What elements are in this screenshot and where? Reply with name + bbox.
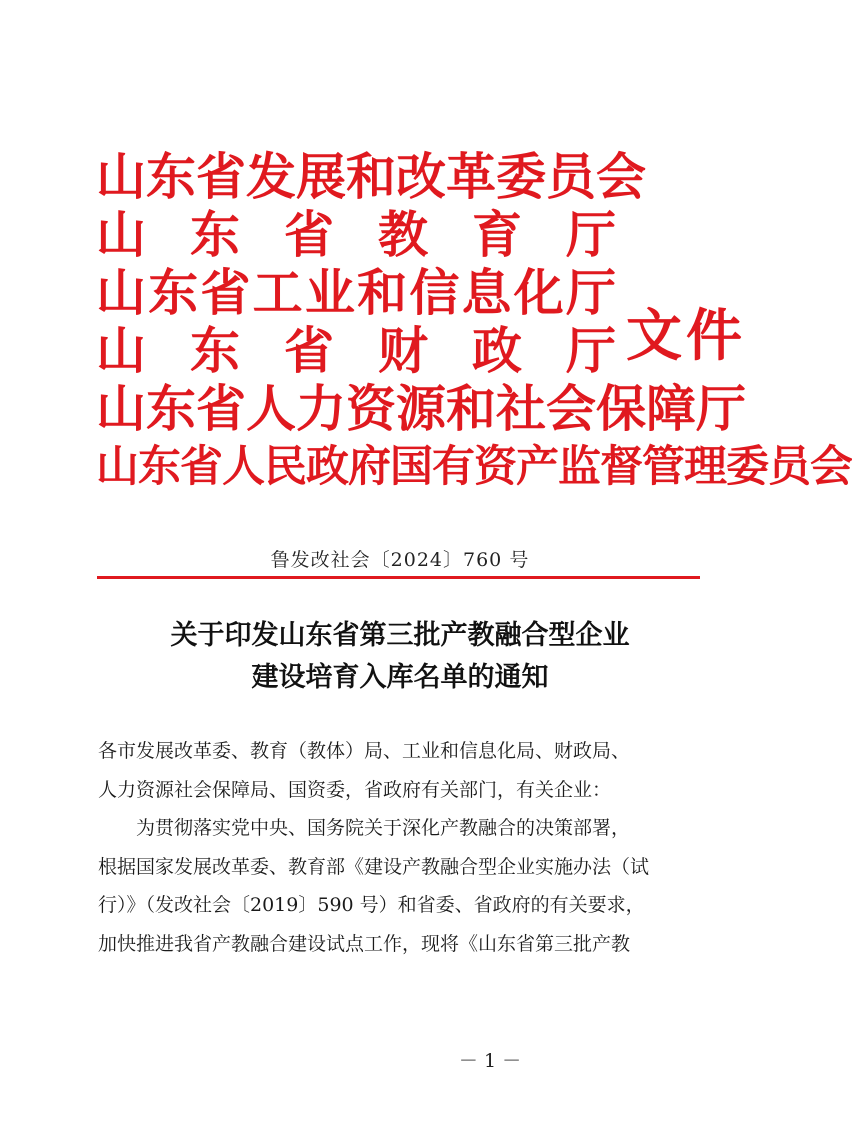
paragraph-line-3: 行）》（发改社会〔2019〕590 号）和省委、省政府的有关要求， <box>98 894 645 916</box>
paragraph-line-4: 加快推进我省产教融合建设试点工作，现将《山东省第三批产教 <box>98 932 631 955</box>
issuer-char: 民 <box>264 442 306 492</box>
body-paragraph <box>98 809 708 963</box>
issuer-char: 东 <box>190 206 240 264</box>
issuer-char: 东 <box>138 442 180 492</box>
document-number: 鲁发改社会〔2024〕760 号 <box>270 549 530 571</box>
issuer-char: 源 <box>396 380 446 438</box>
issuer-char: 财 <box>378 322 428 380</box>
issuer-char: 委 <box>726 442 768 492</box>
issuer-char: 山 <box>96 148 146 206</box>
issuer-char: 督 <box>600 442 642 492</box>
issuer-char: 山 <box>96 206 146 264</box>
issuer-char: 省 <box>200 264 251 322</box>
issuer-char: 东 <box>190 322 240 380</box>
issuer-char: 员 <box>768 442 810 492</box>
issuer-char: 省 <box>284 322 334 380</box>
issuer-char: 会 <box>546 380 596 438</box>
issuer-char: 人 <box>246 380 296 438</box>
issuer-finance <box>96 322 616 380</box>
title-line-1: 关于印发山东省第三批产教融合型企业 <box>170 620 630 651</box>
issuer-char: 山 <box>96 322 146 380</box>
issuer-char: 展 <box>296 148 346 206</box>
issuer-char: 工 <box>252 264 303 322</box>
issuer-char: 教 <box>378 206 428 264</box>
issuer-char: 人 <box>222 442 264 492</box>
issuer-char: 府 <box>348 442 390 492</box>
issuer-char: 管 <box>642 442 684 492</box>
issuer-char: 员 <box>546 148 596 206</box>
issuer-sasac <box>96 438 852 496</box>
issuer-char: 理 <box>684 442 726 492</box>
issuer-char: 省 <box>284 206 334 264</box>
issuer-char: 化 <box>513 264 564 322</box>
issuer-char: 障 <box>646 380 696 438</box>
issuer-char: 保 <box>596 380 646 438</box>
page-number: － 1 － <box>458 1050 522 1072</box>
document-label: 文件 <box>626 304 746 369</box>
issuer-char: 厅 <box>696 380 746 438</box>
issuer-industry-it <box>96 264 616 322</box>
issuer-char: 省 <box>196 148 246 206</box>
issuer-char: 政 <box>472 322 522 380</box>
recipients <box>98 732 708 809</box>
issuer-char: 改 <box>396 148 446 206</box>
issuer-char: 监 <box>558 442 600 492</box>
issuer-char: 厅 <box>566 206 616 264</box>
issuer-char: 和 <box>357 264 408 322</box>
recipients-line-1: 各市发展改革委、教育（教体）局、工业和信息化局、财政局、 <box>98 740 631 762</box>
issuer-char: 有 <box>432 442 474 492</box>
issuer-char: 社 <box>496 380 546 438</box>
issuer-char: 厅 <box>565 264 616 322</box>
issuer-char: 东 <box>146 148 196 206</box>
issuer-char: 和 <box>346 148 396 206</box>
notice-body <box>98 732 708 963</box>
issuer-char: 政 <box>306 442 348 492</box>
issuer-char: 山 <box>96 264 146 322</box>
issuer-char: 业 <box>304 264 355 322</box>
issuer-char: 省 <box>196 380 246 438</box>
issuer-char: 力 <box>296 380 346 438</box>
issuer-char: 资 <box>474 442 516 492</box>
issuer-char: 东 <box>146 380 196 438</box>
paragraph-line-2: 根据国家发展改革委、教育部《建设产教融合型企业实施办法（试 <box>98 855 650 878</box>
issuer-char: 山 <box>96 380 146 438</box>
issuer-education <box>96 206 616 264</box>
issuer-hrss <box>96 380 746 438</box>
issuer-char: 国 <box>390 442 432 492</box>
issuer-ndrc <box>96 148 646 206</box>
issuer-char: 育 <box>472 206 522 264</box>
notice-title <box>0 615 800 699</box>
issuer-char: 会 <box>596 148 646 206</box>
issuer-char: 会 <box>810 442 852 492</box>
issuer-char: 厅 <box>566 322 616 380</box>
issuer-char: 东 <box>148 264 199 322</box>
issuer-char: 信 <box>409 264 460 322</box>
issuer-char: 革 <box>446 148 496 206</box>
issuer-char: 和 <box>446 380 496 438</box>
issuer-char: 发 <box>246 148 296 206</box>
issuer-char: 息 <box>461 264 512 322</box>
red-divider <box>97 576 700 579</box>
recipients-line-2: 人力资源社会保障局、国资委，省政府有关部门，有关企业： <box>98 778 612 801</box>
issuer-char: 委 <box>496 148 546 206</box>
issuer-char: 省 <box>180 442 222 492</box>
paragraph-line-1: 为贯彻落实党中央、国务院关于深化产教融合的决策部署， <box>136 817 631 839</box>
issuer-char: 产 <box>516 442 558 492</box>
issuer-char: 资 <box>346 380 396 438</box>
issuer-char: 山 <box>96 442 138 492</box>
title-line-2: 建设培育入库名单的通知 <box>251 662 549 693</box>
